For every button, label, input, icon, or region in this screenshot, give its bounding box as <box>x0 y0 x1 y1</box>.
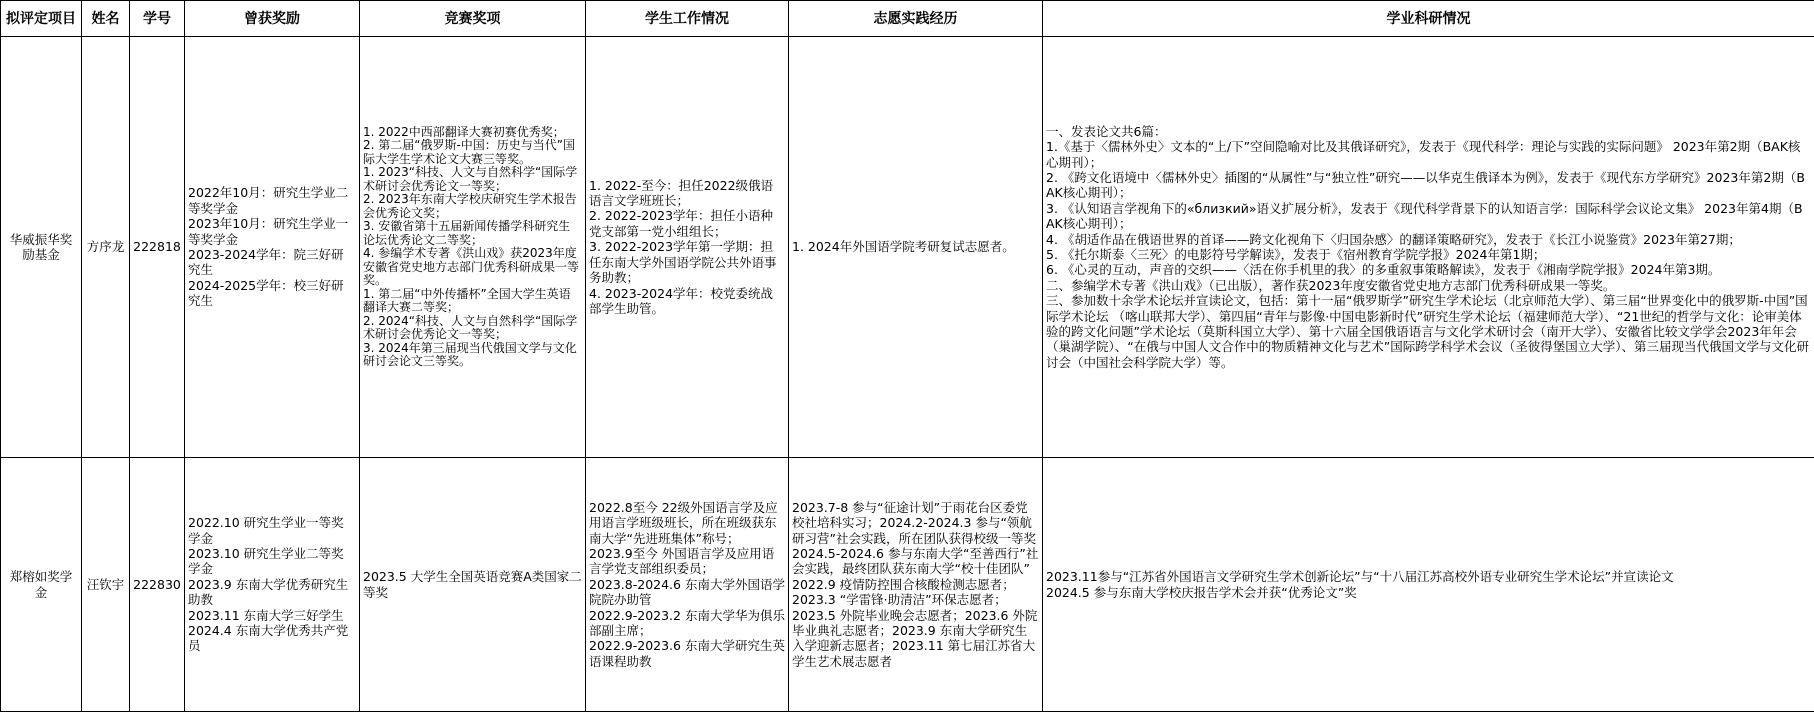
header-volunteer: 志愿实践经历 <box>789 1 1043 37</box>
header-research: 学业科研情况 <box>1043 1 1814 37</box>
cell-award-item: 华威振华奖励基金 <box>1 37 82 458</box>
table-row <box>1 37 1814 458</box>
cell-volunteer: 2023.7-8 参与“征途计划”于雨花台区委党校社培科实习；2024.2-2024.3 参与“领航研习营”社会实践，所在团队获得校级一等奖 2024.5-2024.6 参与东南大学“至善西行”社会实践，最终团队获东南大学“校十佳团队” 2022.9 疫情防控围合核酸检测志愿者； 2023.3 “学雷锋·助清洁”环保志愿者； 2023.5 外院毕业晚会志愿者；2023.6 外院毕业典礼志愿者；2023.9 东南大学研究生入学迎新志愿者；2023.11 第七届江苏省大学生艺术展志愿者 <box>789 458 1043 712</box>
table-row <box>1 458 1814 712</box>
cell-name: 汪钦宇 <box>82 458 130 712</box>
header-honors: 曾获奖励 <box>185 1 360 37</box>
header-row <box>1 1 1814 37</box>
header-student-id: 学号 <box>130 1 185 37</box>
cell-competition: 1. 2022中西部翻译大赛初赛优秀奖； 2. 第二届“俄罗斯-中国：历史与当代”国际大学生学术论文大赛三等奖。 1. 2023“科技、人文与自然科学“国际学术研讨会优秀论文一等奖； 2. 2023年东南大学校庆研究生学术报告会优秀论文奖； 3. 安徽省第十五届新闻传播学科研究生论坛优秀论文二等奖； 4. 参编学术专著《洪山戏》获2023年度安徽省党史地方志部门优秀科研成果一等奖。 1. 第二届“中外传播杯”全国大学生英语翻译大赛二等奖； 2. 2024“科技、人文与自然科学“国际学术研讨会优秀论文一等奖； 3. 2024年第三届现当代俄国文学与文化研讨会论文三等奖。 <box>360 37 586 458</box>
cell-volunteer: 1. 2024年外国语学院考研复试志愿者。 <box>789 37 1043 458</box>
cell-student-work: 1. 2022-至今：担任2022级俄语语言文学班班长； 2. 2022-2023学年：担任小语种党支部第一党小组组长； 3. 2022-2023学年第一学期：担任东南大学外国语学院公共外语事务助教； 4. 2023-2024学年：校党委统战部学生助管。 <box>586 37 789 458</box>
cell-research: 2023.11参与“江苏省外国语言文学研究生学术创新论坛”与“十八届江苏高校外语专业研究生学术论坛”并宣读论文 2024.5 参与东南大学校庆报告学术会并获“优秀论文”奖 <box>1043 458 1814 712</box>
cell-honors: 2022.10 研究生学业一等奖学金 2023.10 研究生学业二等奖学金 2023.9 东南大学优秀研究生助教 2023.11 东南大学三好学生 2024.4 东南大学优秀共产党员 <box>185 458 360 712</box>
cell-competition: 2023.5 大学生全国英语竞赛A类国家二等奖 <box>360 458 586 712</box>
cell-student-id: 222830 <box>130 458 185 712</box>
cell-research: 一、发表论文共6篇： 1.《基于〈儒林外史〉文本的“上/下”空间隐喻对比及其俄译研究》，发表于《现代科学：理论与实践的实际问题》 2023年第2期（BAK核心期刊）； 2. 《跨文化语境中〈儒林外史〉插图的“从属性”与“独立性”研究——以华克生俄译本为例》，发表于《现代东方学研究》2023年第2期（BAK核心期刊）； 3. 《认知语言学视角下的«близкий»语义扩展分析》，发表于《现代科学背景下的认知语言学：国际科学会议论文集》 2023年第4期（BAK核心期刊）； 4. 《胡适作品在俄语世界的首译——跨文化视角下〈归国杂感〉的翻译策略研究》，发表于《长江小说鉴赏》2023年第27期； 5. 《托尔斯泰〈三死〉的电影符号学解读》，发表于《宿州教育学院学报》2024年第1期； 6. 《心灵的互动，声音的交织——〈活在你手机里的我〉的多重叙事策略解读》，发表于《湘南学院学报》2024年第3期。 二、参编学术专著《洪山戏》（已出版），著作获2023年度安徽省党史地方志部门优秀科研成果一等奖。 三、参加数十余学术论坛并宣读论文，包括：第十一届“俄罗斯学”研究生学术论坛（北京师范大学）、第三届“世界变化中的俄罗斯-中国”国际学术论坛 （喀山联邦大学）、第四届“青年与影像·中国电影新时代”研究生学术论坛（福建师范大学）、“21世纪的哲学与文化：论审美体验的跨文化问题”学术论坛（莫斯科国立大学）、第十六届全国俄语语言与文化学术研讨会（南开大学）、安徽省比较文学学会2023年年会（巢湖学院）、“在俄与中国人文合作中的物质精神文化与艺术”国际跨学科学术会议（圣彼得堡国立大学）、第三届现当代俄国文学与文化研讨会（中国社会科学院大学）等。 <box>1043 37 1814 458</box>
header-student-work: 学生工作情况 <box>586 1 789 37</box>
header-name: 姓名 <box>82 1 130 37</box>
header-award-item: 拟评定项目 <box>1 1 82 37</box>
cell-award-item: 郑榕如奖学金 <box>1 458 82 712</box>
header-competition: 竞赛奖项 <box>360 1 586 37</box>
cell-honors: 2022年10月：研究生学业二等奖学金 2023年10月：研究生学业一等奖学金 2023-2024学年：院三好研究生 2024-2025学年：校三好研究生 <box>185 37 360 458</box>
cell-student-work: 2022.8至今 22级外国语言学及应用语言学班级班长，所在班级获东南大学“先进班集体”称号； 2023.9至今 外国语言学及应用语言学党支部组织委员； 2023.8-2024.6 东南大学外国语学院院办助管 2022.9-2023.2 东南大学华为俱乐部副主席； 2022.9-2023.6 东南大学研究生英语课程助教 <box>586 458 789 712</box>
cell-student-id: 222818 <box>130 37 185 458</box>
cell-name: 方序龙 <box>82 37 130 458</box>
